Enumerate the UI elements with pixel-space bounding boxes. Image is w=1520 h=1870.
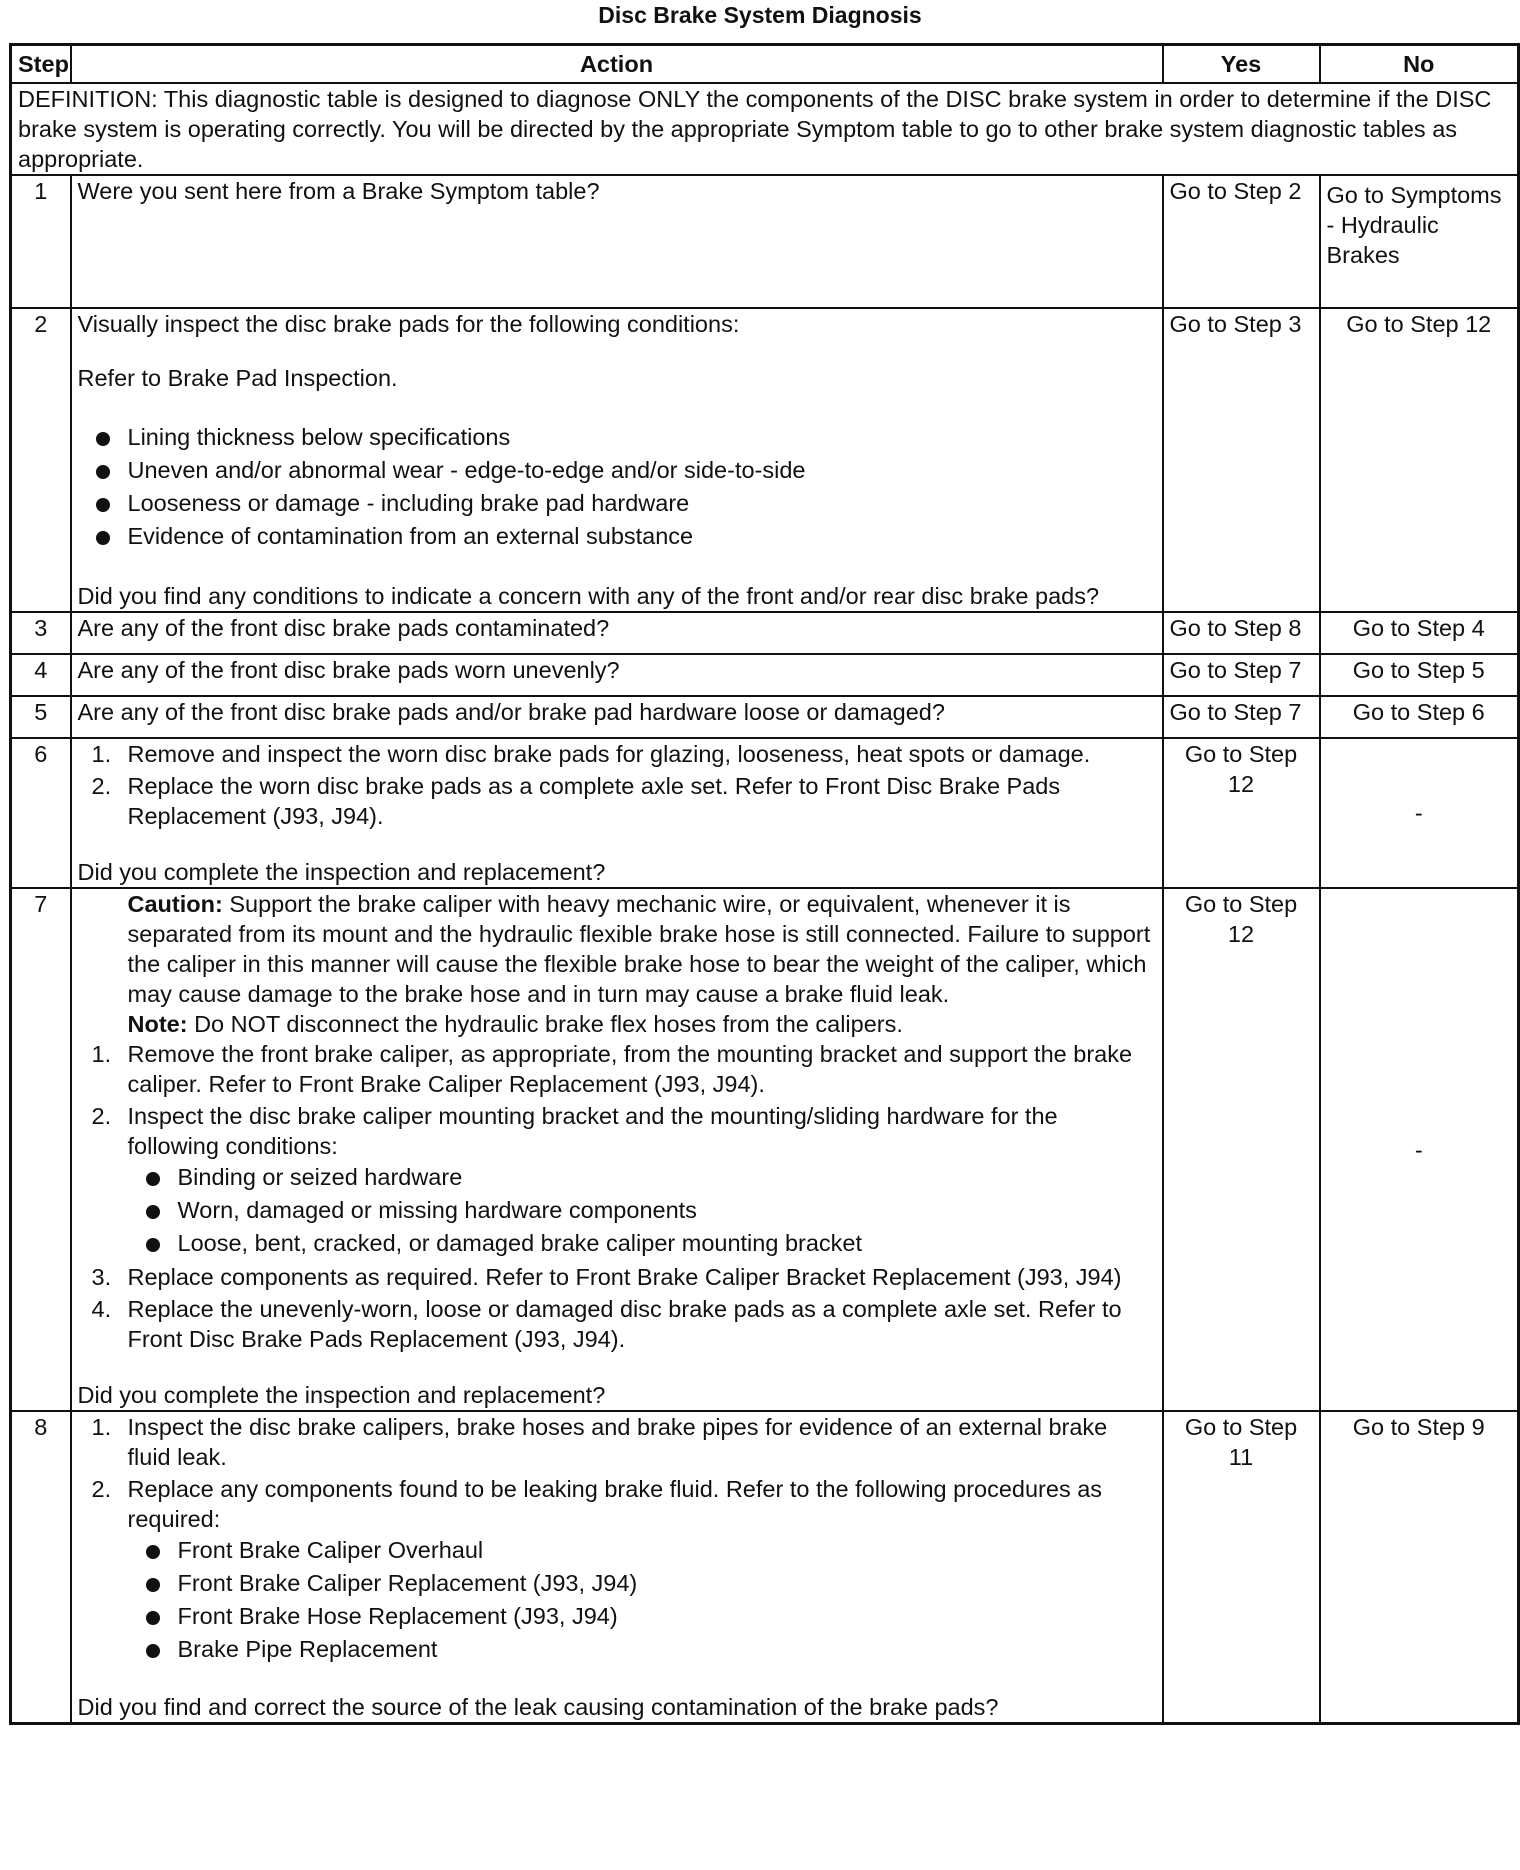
yes-result: Go to Step 11 bbox=[1163, 1411, 1320, 1724]
no-result: Go to Step 5 bbox=[1320, 654, 1519, 696]
step-number: 4 bbox=[11, 654, 71, 696]
list-item: Worn, damaged or missing hardware components bbox=[128, 1194, 1156, 1227]
step-number: 2 bbox=[11, 308, 71, 612]
no-result: Go to Step 9 bbox=[1320, 1411, 1519, 1724]
header-step: Step bbox=[11, 45, 71, 84]
procedure-list bbox=[78, 1412, 1156, 1666]
step-question: Were you sent here from a Brake Symptom table? bbox=[71, 175, 1163, 308]
table-row bbox=[11, 888, 1519, 1411]
list-item: 1. Remove and inspect the worn disc brake pads for glazing, looseness, heat spots or damage. bbox=[91, 741, 1091, 767]
step-action bbox=[71, 888, 1163, 1411]
list-item: Front Brake Caliper Replacement (J93, J94) bbox=[128, 1567, 1156, 1600]
step-number: 6 bbox=[11, 738, 71, 888]
no-result: Go to Step 6 bbox=[1320, 696, 1519, 738]
step-refer: Refer to Brake Pad Inspection. bbox=[77, 365, 398, 391]
bullet-icon bbox=[96, 432, 110, 446]
definition-row bbox=[11, 83, 1519, 175]
list-item: Front Brake Caliper Overhaul bbox=[128, 1534, 1156, 1567]
header-yes: Yes bbox=[1163, 45, 1320, 84]
yes-result: Go to Step 7 bbox=[1163, 654, 1320, 696]
page-title: Disc Brake System Diagnosis bbox=[598, 2, 922, 28]
list-item: Lining thickness below specifications bbox=[78, 421, 1156, 454]
step-action bbox=[71, 1411, 1163, 1724]
no-result: Go to Step 4 bbox=[1320, 612, 1519, 654]
step-question: Did you find any conditions to indicate a concern with any of the front and/or rear disc brake pads? bbox=[77, 583, 1100, 609]
no-result: - bbox=[1320, 738, 1519, 888]
bullet-icon bbox=[146, 1578, 160, 1592]
step-number: 8 bbox=[11, 1411, 71, 1724]
list-item: 2. Replace the worn disc brake pads as a complete axle set. Refer to Front Disc Brake Pads Replacement (J93, J94). bbox=[91, 773, 1061, 829]
yes-result: Go to Step 12 bbox=[1163, 738, 1320, 888]
list-item: Looseness or damage - including brake pad hardware bbox=[78, 487, 1156, 520]
procedure-list bbox=[78, 1039, 1156, 1354]
bullet-icon bbox=[146, 1238, 160, 1252]
yes-result: Go to Step 7 bbox=[1163, 696, 1320, 738]
caution-text: Caution: Support the brake caliper with heavy mechanic wire, or equivalent, whenever it is separated from its mount and the hydraulic flexible brake hose is still connected. Failure to support the caliper in this manner will cause the flexible brake hose to bear the weight of the caliper, which may cause damage to the brake hose and in turn may cause a brake fluid leak. bbox=[127, 891, 1151, 1007]
no-result: Go to Step 12 bbox=[1320, 308, 1519, 612]
bullet-icon bbox=[146, 1611, 160, 1625]
step-question: Did you complete the inspection and replacement? bbox=[77, 859, 606, 885]
list-item: Uneven and/or abnormal wear - edge-to-edge and/or side-to-side bbox=[78, 454, 1156, 487]
note-text: Note: Do NOT disconnect the hydraulic brake flex hoses from the calipers. bbox=[127, 1011, 903, 1037]
bullet-icon bbox=[146, 1545, 160, 1559]
list-item: 2. Inspect the disc brake caliper mounting bracket and the mounting/sliding hardware for the following conditions: Binding or seized hardware Worn, damaged or missing hardware components Loose, bent, cracked, or damaged brake caliper mounting bracket bbox=[78, 1101, 1156, 1260]
yes-result: Go to Step 8 bbox=[1163, 612, 1320, 654]
condition-list bbox=[128, 1161, 1156, 1260]
yes-result: Go to Step 12 bbox=[1163, 888, 1320, 1411]
bullet-icon bbox=[146, 1172, 160, 1186]
list-item: Brake Pipe Replacement bbox=[128, 1633, 1156, 1666]
step-question: Did you complete the inspection and replacement? bbox=[77, 1382, 606, 1408]
table-row bbox=[11, 612, 1519, 654]
bullet-icon bbox=[96, 465, 110, 479]
yes-result: Go to Step 2 bbox=[1163, 175, 1320, 308]
header-row bbox=[11, 45, 1519, 84]
step-number: 7 bbox=[11, 888, 71, 1411]
table-row bbox=[11, 175, 1519, 308]
list-item: 2. Replace any components found to be leaking brake fluid. Refer to the following procedures as required: Front Brake Caliper Overhaul Front Brake Caliper Replacement (J93, J94) Front Brake Hose Replacement (J93, J94) Brake Pipe Replacement bbox=[78, 1474, 1156, 1666]
list-item: Loose, bent, cracked, or damaged brake caliper mounting bracket bbox=[128, 1227, 1156, 1260]
bullet-icon bbox=[96, 531, 110, 545]
bullet-icon bbox=[146, 1205, 160, 1219]
step-intro: Visually inspect the disc brake pads for the following conditions: bbox=[77, 311, 740, 337]
list-item: 4. Replace the unevenly-worn, loose or damaged disc brake pads as a complete axle set. Refer to Front Disc Brake Pads Replacement (J93, J94). bbox=[91, 1296, 1122, 1352]
step-action bbox=[71, 308, 1163, 612]
step-question: Are any of the front disc brake pads contaminated? bbox=[71, 612, 1163, 654]
step-number: 1 bbox=[11, 175, 71, 308]
table-row bbox=[11, 696, 1519, 738]
step-question: Are any of the front disc brake pads and/or brake pad hardware loose or damaged? bbox=[71, 696, 1163, 738]
step-number: 5 bbox=[11, 696, 71, 738]
table-row bbox=[11, 654, 1519, 696]
yes-result: Go to Step 3 bbox=[1163, 308, 1320, 612]
list-item: 1. Inspect the disc brake calipers, brake hoses and brake pipes for evidence of an external brake fluid leak. bbox=[91, 1414, 1108, 1470]
table-row bbox=[11, 308, 1519, 612]
definition-text: DEFINITION: This diagnostic table is designed to diagnose ONLY the components of the DISC brake system in order to determine if the DISC brake system is operating correctly. You will be directed by the appropriate Symptom table to go to other brake system diagnostic tables as appropriate. bbox=[11, 83, 1519, 175]
step-question: Did you find and correct the source of the leak causing contamination of the brake pads? bbox=[77, 1694, 999, 1720]
bullet-icon bbox=[96, 498, 110, 512]
list-item: 3. Replace components as required. Refer to Front Brake Caliper Bracket Replacement (J93, J94) bbox=[91, 1264, 1122, 1290]
step-question: Are any of the front disc brake pads worn unevenly? bbox=[71, 654, 1163, 696]
diagnosis-table bbox=[9, 43, 1520, 1725]
step-number: 3 bbox=[11, 612, 71, 654]
procedure-reference-list bbox=[128, 1534, 1156, 1666]
no-result: Go to Symptoms - Hydraulic Brakes bbox=[1320, 175, 1519, 308]
header-action: Action bbox=[71, 45, 1163, 84]
table-row bbox=[11, 1411, 1519, 1724]
bullet-icon bbox=[146, 1644, 160, 1658]
list-item: Binding or seized hardware bbox=[128, 1161, 1156, 1194]
condition-list bbox=[78, 421, 1156, 553]
step-action bbox=[71, 738, 1163, 888]
no-result: - bbox=[1320, 888, 1519, 1411]
list-item: 1. Remove the front brake caliper, as appropriate, from the mounting bracket and support the brake caliper. Refer to Front Brake Caliper Replacement (J93, J94). bbox=[91, 1041, 1133, 1097]
header-no: No bbox=[1320, 45, 1519, 84]
procedure-list bbox=[78, 739, 1156, 831]
list-item: Evidence of contamination from an external substance bbox=[78, 520, 1156, 553]
table-row bbox=[11, 738, 1519, 888]
list-item: Front Brake Hose Replacement (J93, J94) bbox=[128, 1600, 1156, 1633]
